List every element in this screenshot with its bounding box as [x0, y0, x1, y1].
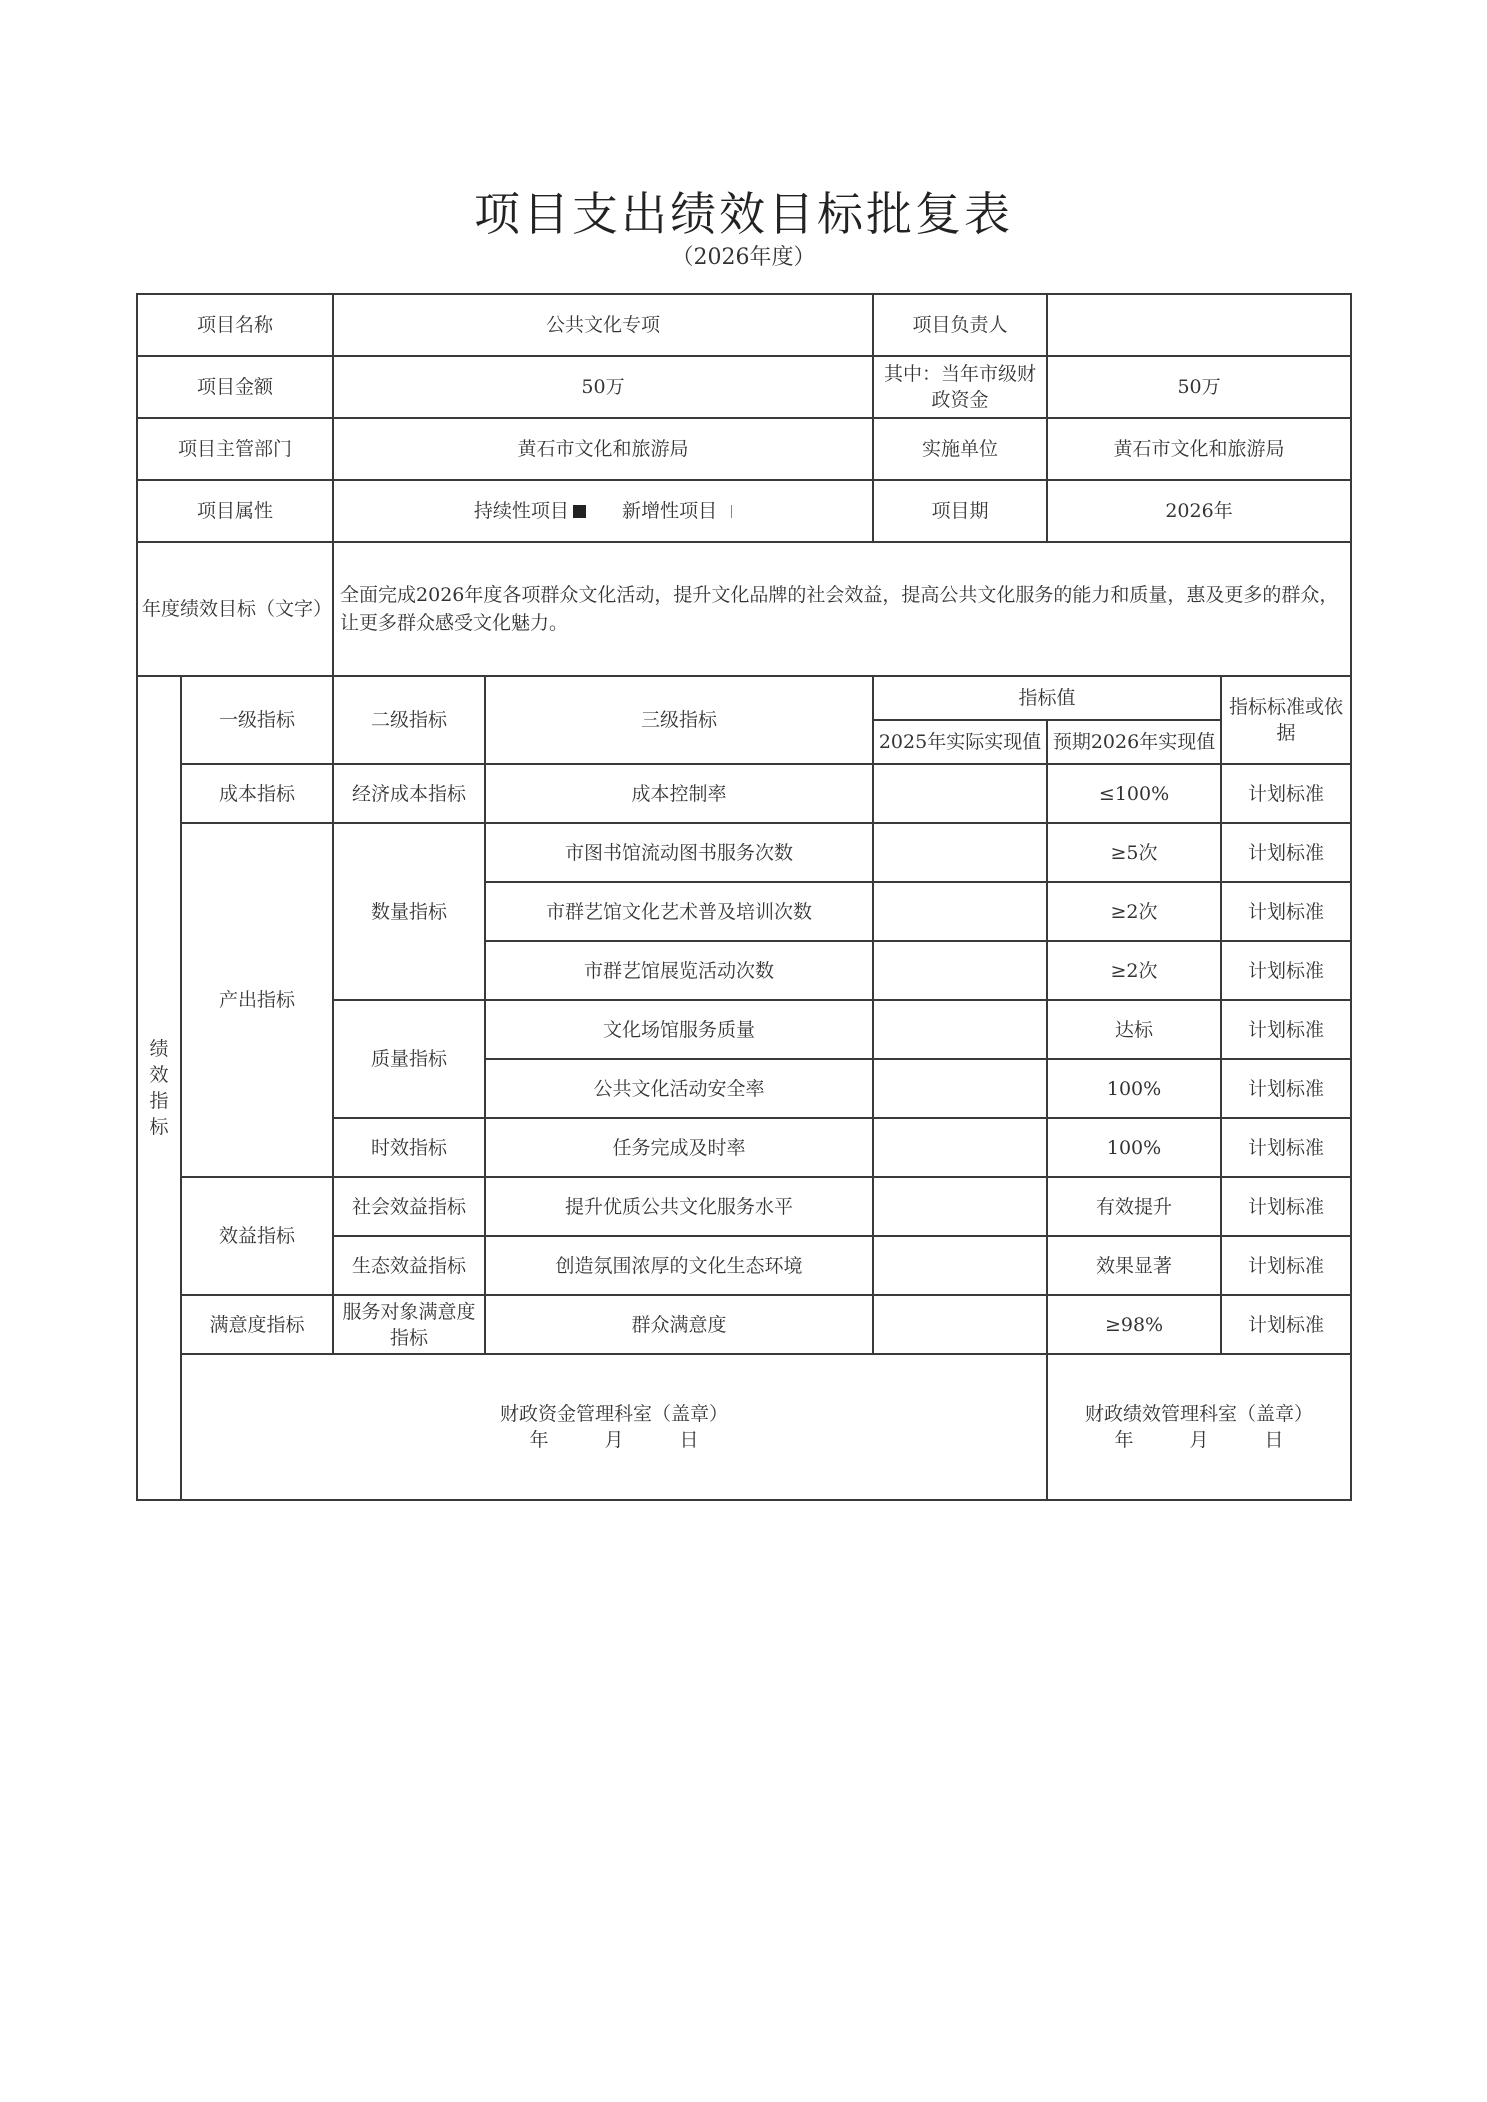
row-project-attr — [137, 480, 1351, 542]
indicator-name: 群众满意度 — [485, 1295, 873, 1354]
indicator-actual — [873, 1059, 1047, 1118]
period-label: 项目期 — [873, 480, 1047, 542]
indicator-actual — [873, 1000, 1047, 1059]
indicator-standard: 计划标准 — [1221, 1236, 1351, 1295]
indicator-actual — [873, 882, 1047, 941]
header-standard: 指标标准或依据 — [1221, 676, 1351, 764]
group-output: 产出指标 — [181, 823, 333, 1177]
header-level3: 三级指标 — [485, 676, 873, 764]
indicator-standard: 计划标准 — [1221, 1177, 1351, 1236]
header-level1: 一级指标 — [181, 676, 333, 764]
subgroup-ecological: 生态效益指标 — [333, 1236, 485, 1295]
indicator-standard: 计划标准 — [1221, 1118, 1351, 1177]
footer-seal-row — [137, 1354, 1351, 1500]
indicator-name: 任务完成及时率 — [485, 1118, 873, 1177]
row-project-name — [137, 294, 1351, 356]
goal-value: 全面完成2026年度各项群众文化活动，提升文化品牌的社会效益，提高公共文化服务的能力和质量，惠及更多的群众，让更多群众感受文化魅力。 — [333, 542, 1351, 676]
indicator-standard: 计划标准 — [1221, 941, 1351, 1000]
indicator-expected: ≥98% — [1047, 1295, 1221, 1354]
project-amount-value: 50万 — [333, 356, 873, 418]
subgroup-social: 社会效益指标 — [333, 1177, 485, 1236]
attr-new-label: 新增性项目 — [622, 500, 718, 522]
project-amount-label: 项目金额 — [137, 356, 333, 418]
row-project-amount — [137, 356, 1351, 418]
indicator-header-row-1 — [137, 676, 1351, 720]
subgroup-service-satisfaction: 服务对象满意度指标 — [333, 1295, 485, 1354]
indicator-name: 创造氛围浓厚的文化生态环境 — [485, 1236, 873, 1295]
indicator-name: 公共文化活动安全率 — [485, 1059, 873, 1118]
row-annual-goal — [137, 542, 1351, 676]
dept-value: 黄石市文化和旅游局 — [333, 418, 873, 480]
goal-label: 年度绩效目标（文字） — [137, 542, 333, 676]
indicator-expected: 100% — [1047, 1118, 1221, 1177]
indicator-actual — [873, 764, 1047, 823]
indicator-actual — [873, 941, 1047, 1000]
indicator-standard: 计划标准 — [1221, 1000, 1351, 1059]
page-title: 项目支出绩效目标批复表 — [474, 187, 1013, 241]
table-row — [137, 823, 1351, 882]
subgroup-timeliness: 时效指标 — [333, 1118, 485, 1177]
period-value: 2026年 — [1047, 480, 1351, 542]
indicator-expected: ≥5次 — [1047, 823, 1221, 882]
indicator-name: 文化场馆服务质量 — [485, 1000, 873, 1059]
indicator-standard: 计划标准 — [1221, 764, 1351, 823]
group-cost: 成本指标 — [181, 764, 333, 823]
subgroup-quantity: 数量指标 — [333, 823, 485, 1000]
project-name-label: 项目名称 — [137, 294, 333, 356]
page-subtitle: （2026年度） — [671, 245, 816, 270]
table-row — [137, 1177, 1351, 1236]
header-actual-2025: 2025年实际实现值 — [873, 720, 1047, 764]
indicator-name: 市图书馆流动图书服务次数 — [485, 823, 873, 882]
finance-fund-seal-date: 年 月 日 — [529, 1429, 699, 1451]
finance-fund-seal — [181, 1354, 1047, 1500]
indicator-expected: 100% — [1047, 1059, 1221, 1118]
indicator-standard: 计划标准 — [1221, 882, 1351, 941]
performance-indicators-label: 绩效指标 — [137, 676, 181, 1500]
table-row — [137, 764, 1351, 823]
indicator-standard: 计划标准 — [1221, 823, 1351, 882]
indicator-actual — [873, 823, 1047, 882]
row-project-dept — [137, 418, 1351, 480]
indicator-name: 成本控制率 — [485, 764, 873, 823]
indicator-name: 市群艺馆文化艺术普及培训次数 — [485, 882, 873, 941]
header-value: 指标值 — [873, 676, 1221, 720]
indicator-actual — [873, 1118, 1047, 1177]
checked-box-icon — [573, 505, 586, 518]
indicator-expected: ≤100% — [1047, 764, 1221, 823]
indicator-expected: 达标 — [1047, 1000, 1221, 1059]
indicator-expected: ≥2次 — [1047, 882, 1221, 941]
indicator-actual — [873, 1177, 1047, 1236]
group-satisfaction: 满意度指标 — [181, 1295, 333, 1354]
attr-continuous-label: 持续性项目 — [473, 500, 569, 522]
finance-performance-seal-label: 财政绩效管理科室（盖章） — [1085, 1403, 1314, 1425]
indicator-expected: 效果显著 — [1047, 1236, 1221, 1295]
finance-performance-seal-date: 年 月 日 — [1114, 1429, 1284, 1451]
project-leader-value — [1047, 294, 1351, 356]
indicator-actual — [873, 1236, 1047, 1295]
table-row — [137, 1295, 1351, 1354]
indicator-actual — [873, 1295, 1047, 1354]
attr-value — [333, 480, 873, 542]
unit-value: 黄石市文化和旅游局 — [1047, 418, 1351, 480]
unchecked-box-icon — [721, 505, 732, 518]
fiscal-fund-value: 50万 — [1047, 356, 1351, 418]
indicator-standard: 计划标准 — [1221, 1059, 1351, 1118]
dept-label: 项目主管部门 — [137, 418, 333, 480]
approval-table — [136, 293, 1352, 1501]
finance-performance-seal — [1047, 1354, 1351, 1500]
project-name-value: 公共文化专项 — [333, 294, 873, 356]
fiscal-fund-label: 其中：当年市级财政资金 — [873, 356, 1047, 418]
indicator-expected: 有效提升 — [1047, 1177, 1221, 1236]
header-level2: 二级指标 — [333, 676, 485, 764]
header-expected-2026: 预期2026年实现值 — [1047, 720, 1221, 764]
subgroup-quality: 质量指标 — [333, 1000, 485, 1118]
attr-label: 项目属性 — [137, 480, 333, 542]
group-benefit: 效益指标 — [181, 1177, 333, 1295]
indicator-name: 提升优质公共文化服务水平 — [485, 1177, 873, 1236]
finance-fund-seal-label: 财政资金管理科室（盖章） — [500, 1403, 729, 1425]
indicator-name: 市群艺馆展览活动次数 — [485, 941, 873, 1000]
indicator-expected: ≥2次 — [1047, 941, 1221, 1000]
project-leader-label: 项目负责人 — [873, 294, 1047, 356]
unit-label: 实施单位 — [873, 418, 1047, 480]
subgroup-economic-cost: 经济成本指标 — [333, 764, 485, 823]
indicator-standard: 计划标准 — [1221, 1295, 1351, 1354]
